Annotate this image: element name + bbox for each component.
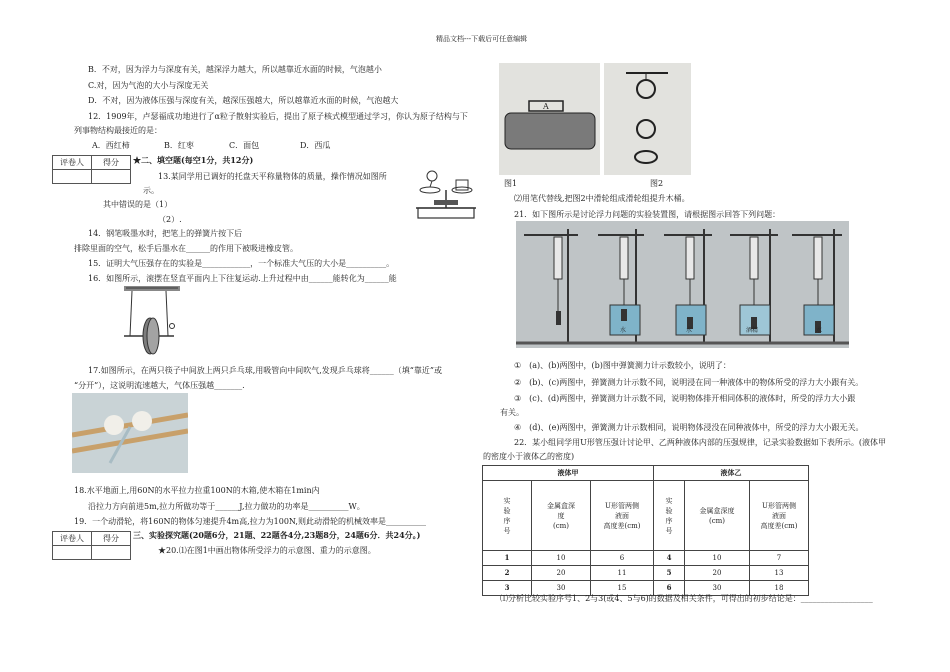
- q22-sub1-text: ⑴分析比较实验序号1、2与3(或4、5与6)的数据及相关条件，可得出的初步结论是：__________________: [500, 594, 873, 603]
- section-2-title: ★二、填空题(每空1分，共12分): [133, 155, 254, 165]
- q11-option-c: C.对，因为气泡的大小与深度无关: [88, 81, 209, 90]
- q13-text-1: 13.某同学用已调好的托盘天平称量物体的质量，操作情况如图所: [158, 172, 387, 181]
- q22-text-2: 的密度小于液体乙的密度): [483, 452, 575, 461]
- q19-text: 19．一个动滑轮，将160N的物体匀速提升4m高,拉力为100N,则此动滑轮的机械效率是__________: [74, 517, 426, 526]
- figure-2-label: 图2: [650, 179, 664, 188]
- score-box-score: 得分: [92, 532, 131, 546]
- q21-text: 21．如下图所示是讨论浮力问题的实验装置图，请根据图示回答下列问题：: [514, 210, 781, 219]
- beaker-label-d: 酒精: [746, 327, 759, 334]
- q12-text-2: 列事物结构最接近的是：: [74, 126, 162, 135]
- table-header-seq: 实 验 序 号: [483, 481, 532, 551]
- score-box-2: [52, 531, 131, 560]
- table-group-liquid-a: 液体甲: [483, 466, 654, 481]
- figure-1-label: 图1: [504, 179, 518, 188]
- q21-answer-2: ② (b)、(c)两图中，弹簧测力计示数不同，说明浸在同一种液体中的物体所受的浮力大小跟有关。: [514, 378, 864, 387]
- table-header-height-diff-b: U形管两侧 液面 高度差(cm): [750, 481, 809, 551]
- q21-answer-3-line2: 有关。: [500, 408, 524, 417]
- q21-answer-1: ① (a)、(b)两图中，(b)图中弹簧测力计示数较小，说明了：: [514, 361, 731, 370]
- beaker-label-e: 水: [816, 327, 823, 334]
- table-row: 2 20 11 5 20 13: [483, 566, 809, 581]
- q13-text-3: 其中错误的是（1）: [103, 200, 173, 209]
- section-3-title: 三、实验探究题(20题6分，21题、22题各4分,23题8分，24题6分．共24分。): [133, 530, 421, 540]
- score-box-grader: 评卷人: [53, 156, 92, 170]
- q18-text-2: 沿拉力方向前进5m,拉力所做功等于______J,拉力做功的功率是__________W。: [88, 502, 365, 511]
- q14-text-2: 排除里面的空气，松手后墨水在______的作用下被吸进橡皮管。: [74, 244, 298, 253]
- table-header-seq-b: 实 验 序 号: [654, 481, 685, 551]
- q17-text-2: “分开”），这说明流速越大，气体压强越_______.: [74, 381, 245, 390]
- svg-text:A: A: [543, 102, 549, 111]
- q16-text: 16．如图所示，滚摆在竖直平面内上下往复运动.上升过程中由______能转化为______能: [88, 274, 397, 283]
- q11-option-d: D．不对，因为液体压强与深度有关，越深压强越大，所以越靠近水面的时候，气泡越大: [88, 96, 399, 105]
- score-box-grader: 评卷人: [53, 532, 92, 546]
- q12-option-b: B．红枣: [164, 141, 194, 150]
- q21-answer-3-line1: ③ (c)、(d)两图中，弹簧测力计示数不同，说明物体排开相同体积的液体时，所受的浮力大小跟: [514, 394, 856, 403]
- ping-pong-balls-photo: [72, 393, 188, 473]
- buoyancy-experiment-photo: [516, 221, 849, 348]
- rolling-wheel-figure: [122, 284, 184, 360]
- table-group-liquid-b: 液体乙: [654, 466, 809, 481]
- q12-option-d: D．西瓜: [300, 141, 331, 150]
- balance-scale-figure: [410, 168, 480, 224]
- q17-text-1: 17.如图所示，在两只筷子中间放上两只乒乓球,用吸管向中间吹气,发现乒乓球将______（填“靠近”或: [88, 366, 442, 375]
- figure-1-photo: [499, 63, 600, 175]
- q13-text-4: （2）.: [158, 215, 182, 224]
- q20-part2-text: ⑵用笔代替线,把图2中滑轮组成滑轮组提升木桶。: [514, 194, 690, 203]
- table-header-depth: 金属盒深 度 (cm): [532, 481, 591, 551]
- table-row: 1 10 6 4 10 7: [483, 551, 809, 566]
- q21-answer-4: ④ (d)、(e)两图中，弹簧测力计示数相同，说明物体浸没在同种液体中，所受的浮力大小跟无关。: [514, 423, 864, 432]
- q12-option-a: A．西红柿: [92, 141, 130, 150]
- table-row: 3 30 15 6 30 18: [483, 581, 809, 596]
- table-header-height-diff: U形管两侧 液面 高度差(cm): [591, 481, 654, 551]
- q11-option-b: B．不对，因为浮力与深度有关，越深浮力越大，所以越靠近水面的时候，气泡越小: [88, 65, 382, 74]
- q12-text-1: 12．1909年，卢瑟福成功地进行了α粒子散射实验后，提出了原子核式模型通过学习，你认为原子结构与下: [88, 112, 468, 121]
- beaker-label-b: 水: [620, 327, 627, 334]
- q18-text-1: 18.水平地面上,用60N的水平拉力拉重100N的木箱,使木箱在1min内: [74, 486, 320, 495]
- q22-text-1: 22．某小组同学用U形管压强计讨论甲、乙两种液体内部的压强规律，记录实验数据如下表所示。(液体甲: [514, 438, 887, 447]
- score-box-1: [52, 155, 131, 184]
- q13-text-2: 示。: [143, 186, 159, 195]
- figure-2-photo: [604, 63, 691, 175]
- page-header: 精品文档---下载后可任意编辑: [436, 35, 528, 43]
- beaker-label-c: 水: [686, 327, 693, 334]
- table-header-depth-b: 金属盒深度 (cm): [685, 481, 750, 551]
- pressure-data-table: [482, 465, 809, 596]
- score-box-score: 得分: [92, 156, 131, 170]
- q14-text-1: 14．钢笔吸墨水时，把笔上的弹簧片按下后: [88, 229, 243, 238]
- q20-text: ★20.⑴在图1中画出物体所受浮力的示意图、重力的示意图。: [158, 546, 376, 555]
- q15-text: 15．证明大气压强存在的实验是____________，一个标准大气压的大小是__________。: [88, 259, 395, 268]
- q12-option-c: C．面包: [229, 141, 260, 150]
